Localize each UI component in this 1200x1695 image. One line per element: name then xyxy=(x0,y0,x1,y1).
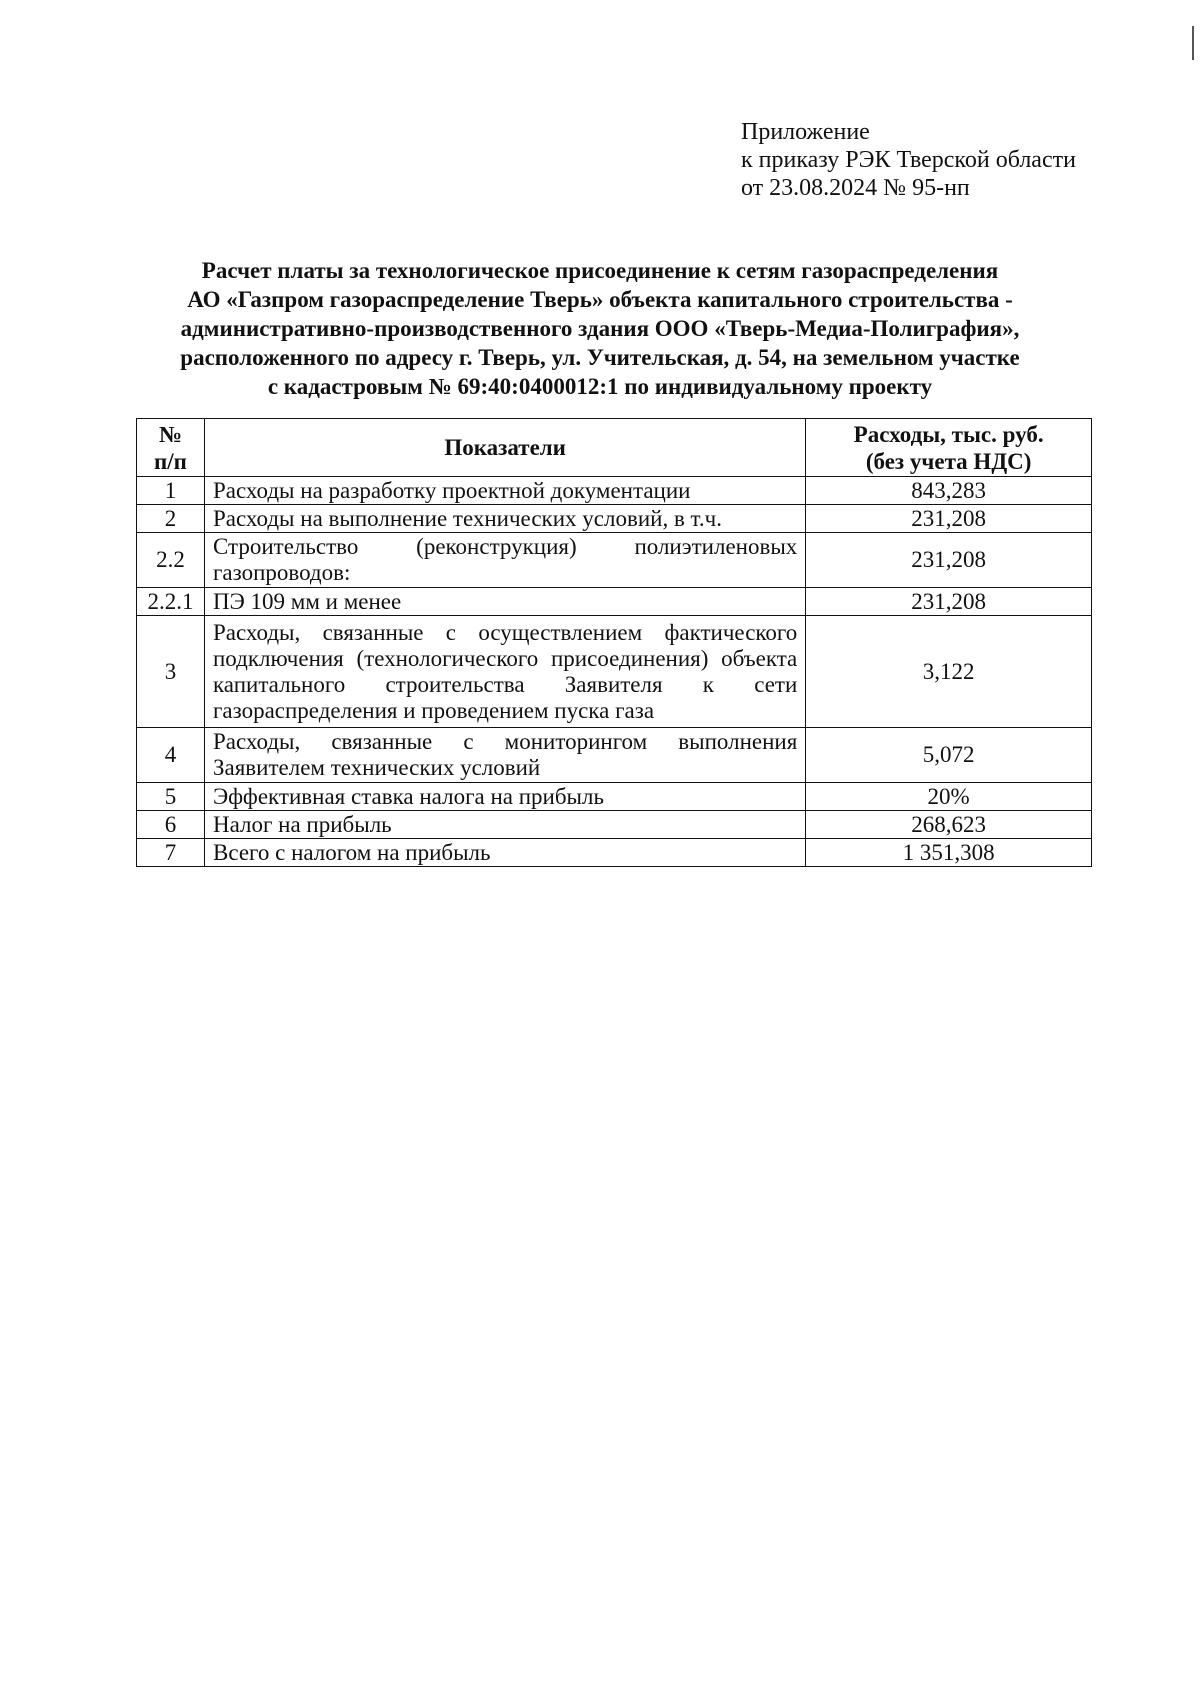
scan-edge-mark xyxy=(1192,26,1194,60)
header-expenses xyxy=(806,419,1092,477)
header-expenses-line-1: Расходы, тыс. руб. xyxy=(853,421,1044,447)
title-line-2: АО «Газпром газораспределение Тверь» объекта капитального строительства - xyxy=(187,287,1013,312)
row-number: 2.2 xyxy=(137,533,205,588)
table-row xyxy=(137,839,1092,867)
row-number: 2.2.1 xyxy=(137,588,205,616)
header-number-line-2: п/п xyxy=(154,448,187,474)
row-indicator: Эффективная ставка налога на прибыль xyxy=(204,783,805,811)
appendix-line-3: от 23.08.2024 № 95-нп xyxy=(741,175,970,201)
table-row xyxy=(137,783,1092,811)
table-row xyxy=(137,533,1092,588)
row-number: 2 xyxy=(137,505,205,533)
table-row xyxy=(137,728,1092,783)
row-value: 231,208 xyxy=(806,505,1092,533)
title-line-3: административно-производственного здания ООО «Тверь-Медиа-Полиграфия», xyxy=(180,316,1020,341)
table-row xyxy=(137,477,1092,505)
row-value: 3,122 xyxy=(806,616,1092,728)
row-indicator: Всего с налогом на прибыль xyxy=(204,839,805,867)
row-value: 268,623 xyxy=(806,811,1092,839)
row-value: 5,072 xyxy=(806,728,1092,783)
header-indicators: Показатели xyxy=(204,419,805,477)
row-indicator: Налог на прибыль xyxy=(204,811,805,839)
header-number xyxy=(137,419,205,477)
row-number: 1 xyxy=(137,477,205,505)
table-header-row xyxy=(137,419,1092,477)
table-row xyxy=(137,811,1092,839)
row-indicator: Расходы, связанные с мониторингом выполнения Заявителем технических условий xyxy=(204,728,805,783)
title-line-5: с кадастровым № 69:40:0400012:1 по индивидуальному проекту xyxy=(267,374,933,399)
row-number: 5 xyxy=(137,783,205,811)
header-number-line-1: № xyxy=(158,421,183,447)
table-row xyxy=(137,505,1092,533)
row-indicator: Расходы на выполнение технических условий, в т.ч. xyxy=(204,505,805,533)
title-line-1: Расчет платы за технологическое присоединение к сетям газораспределения xyxy=(201,258,999,283)
row-indicator: ПЭ 109 мм и менее xyxy=(204,588,805,616)
row-value: 1 351,308 xyxy=(806,839,1092,867)
table-row xyxy=(137,588,1092,616)
appendix-header xyxy=(741,118,1076,202)
row-value: 20% xyxy=(806,783,1092,811)
row-value: 231,208 xyxy=(806,588,1092,616)
row-indicator: Строительство (реконструкция) полиэтиленовых газопроводов: xyxy=(204,533,805,588)
row-number: 6 xyxy=(137,811,205,839)
row-value: 231,208 xyxy=(806,533,1092,588)
row-number: 3 xyxy=(137,616,205,728)
row-value: 843,283 xyxy=(806,477,1092,505)
row-indicator: Расходы на разработку проектной документации xyxy=(204,477,805,505)
row-indicator: Расходы, связанные с осуществлением фактического подключения (технологического присоединения) объекта капитального строительства Заявителя к сети газораспределения и проведением пуска газа xyxy=(204,616,805,728)
title-line-4: расположенного по адресу г. Тверь, ул. Учительская, д. 54, на земельном участке xyxy=(180,345,1020,370)
appendix-line-2: к приказу РЭК Тверской области xyxy=(741,147,1076,173)
header-expenses-line-2: (без учета НДС) xyxy=(865,448,1032,474)
table-row xyxy=(137,616,1092,728)
row-number: 7 xyxy=(137,839,205,867)
document-title xyxy=(120,256,1080,401)
calculation-table xyxy=(136,418,1092,867)
row-number: 4 xyxy=(137,728,205,783)
appendix-line-1: Приложение xyxy=(741,119,870,145)
